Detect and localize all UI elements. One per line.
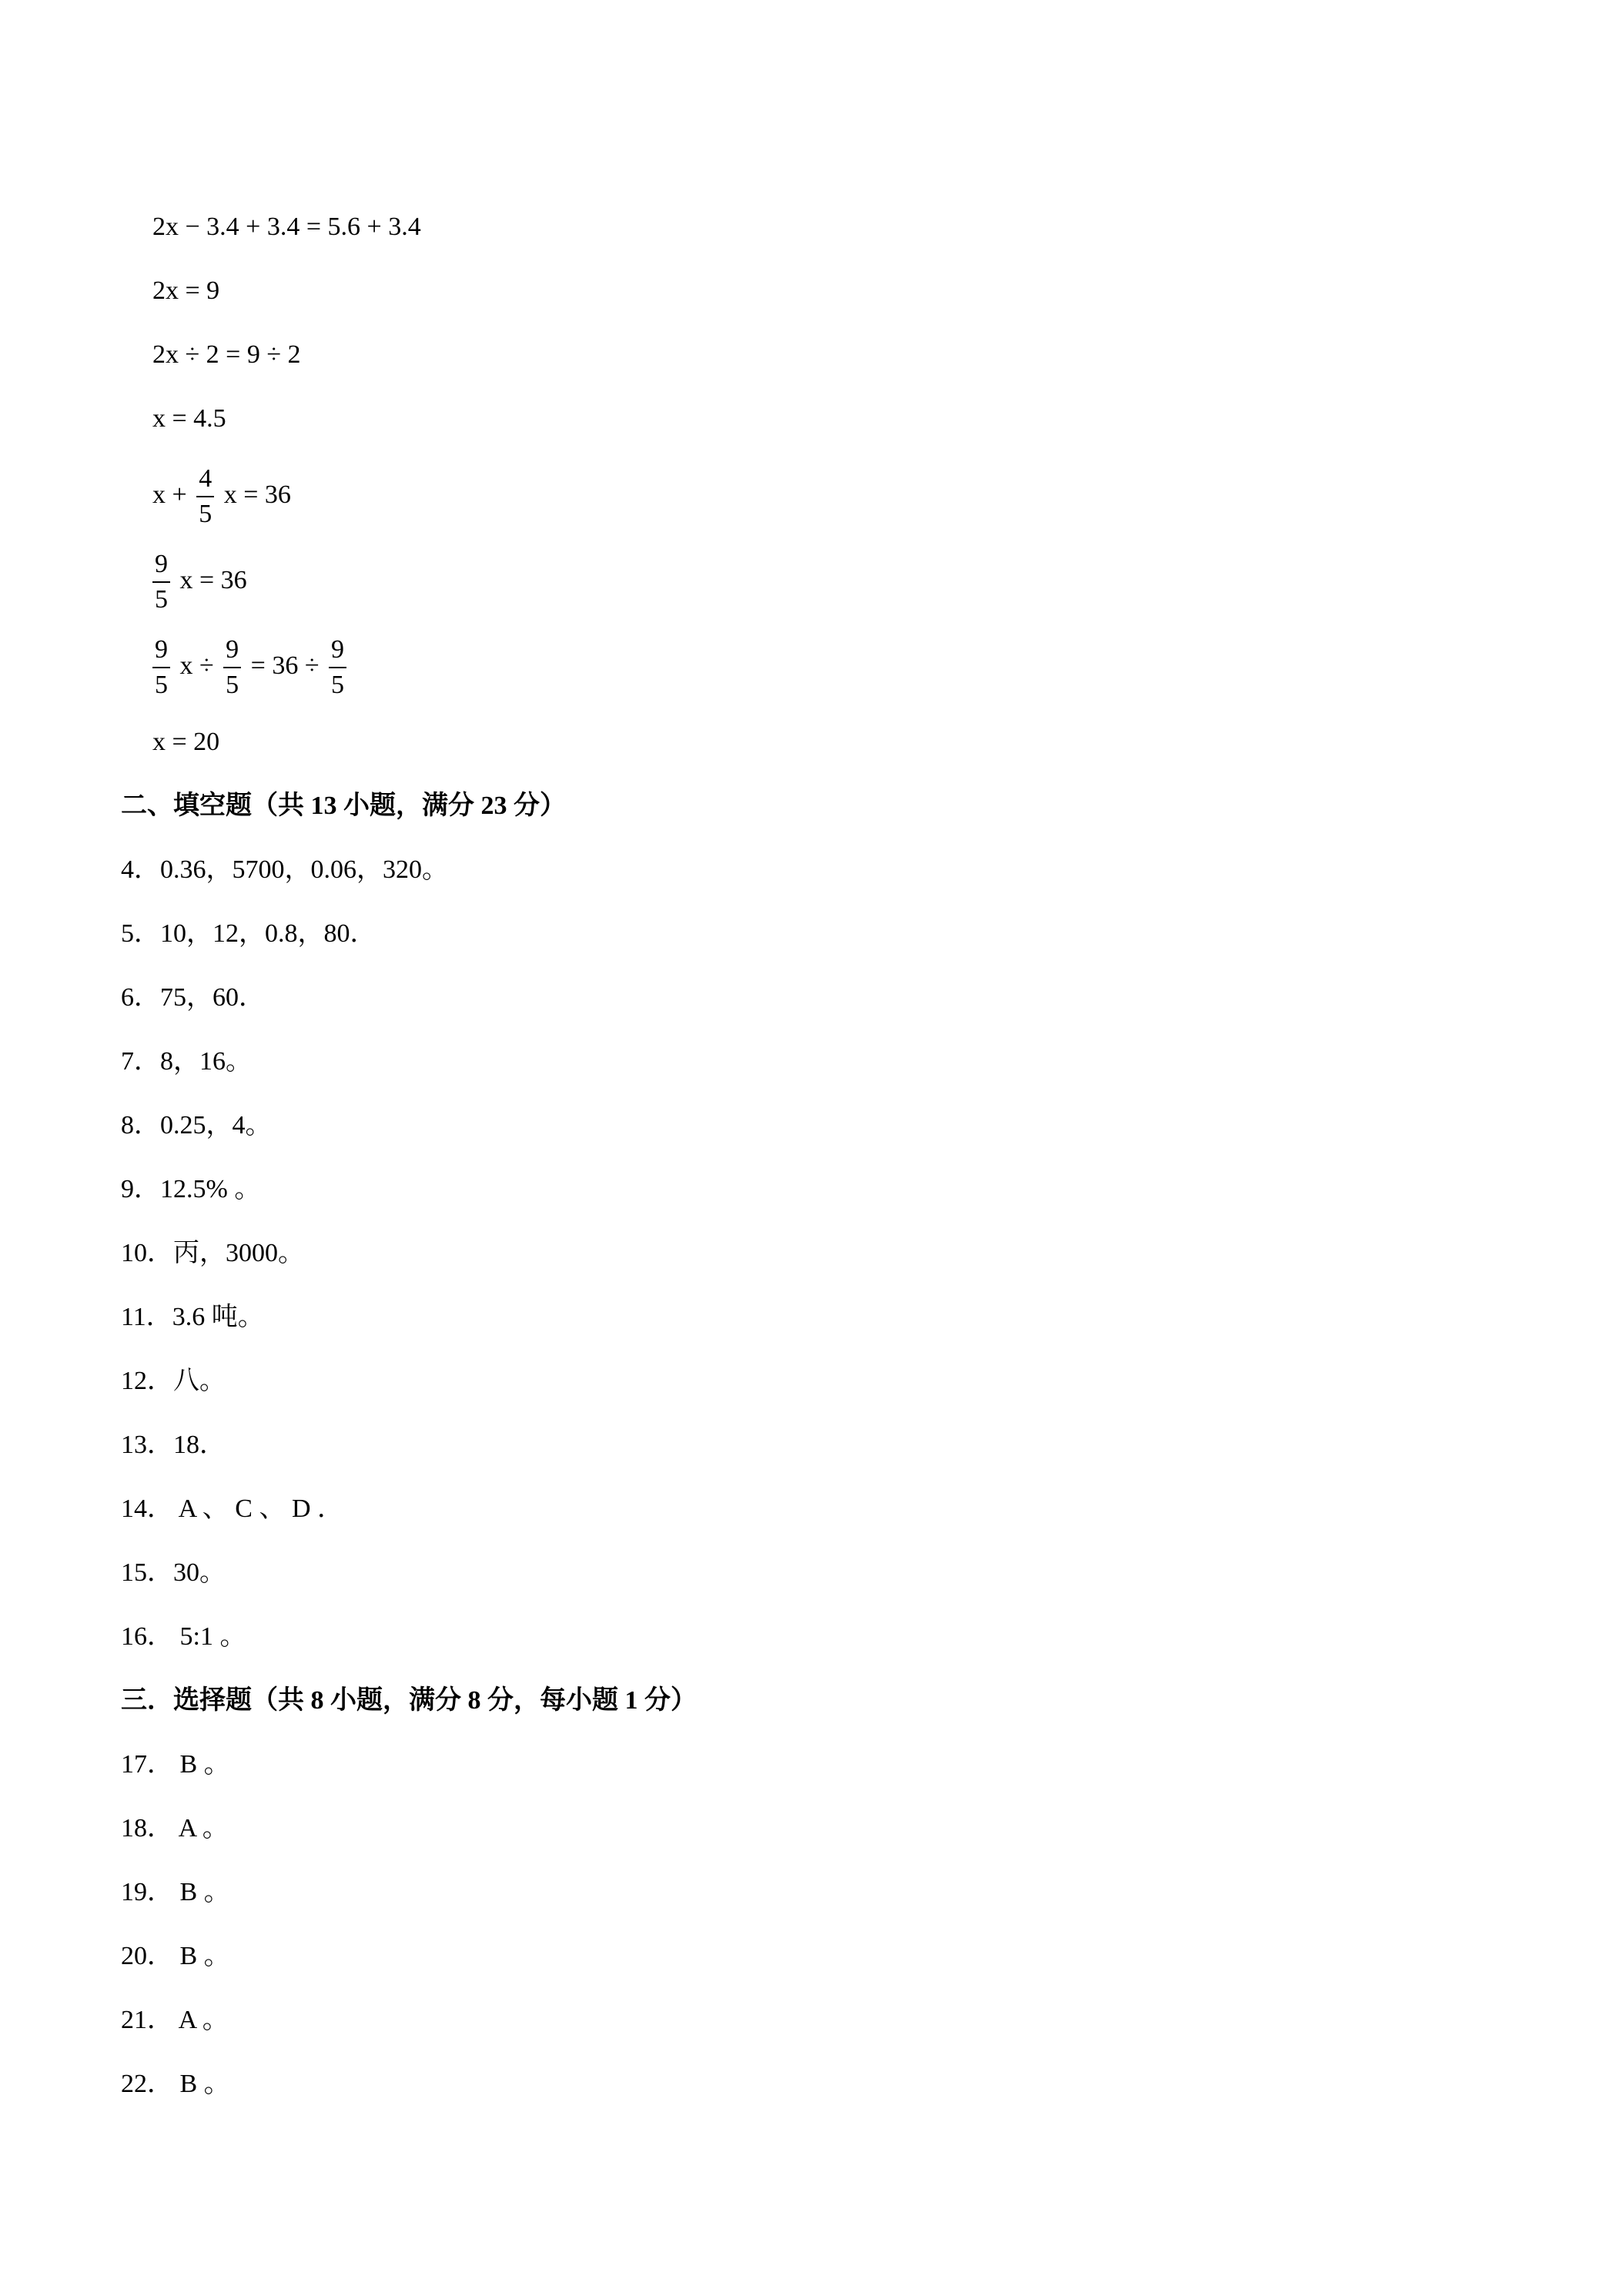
answer-item: 13．18． <box>121 1431 226 1459</box>
equation-text: 2x = 9 <box>152 276 220 305</box>
equation-suffix: x = 36 <box>179 566 247 594</box>
answer-item: 10．丙，3000。 <box>121 1239 304 1267</box>
fraction-numerator: 9 <box>223 637 241 668</box>
equation-step-8 <box>152 727 219 758</box>
equation-step-1 <box>152 212 421 243</box>
answer-item: 15．30。 <box>121 1558 226 1587</box>
fraction-numerator: 9 <box>152 551 170 583</box>
equation-prefix: x + <box>152 480 187 509</box>
answer-item: 21． A 。 <box>121 2006 229 2034</box>
equation-suffix: x = 36 <box>223 480 291 509</box>
equation-step-4 <box>152 403 226 434</box>
answer-item: 20． B 。 <box>121 1942 230 1970</box>
answer-item: 11．3.6 吨。 <box>121 1303 264 1331</box>
section-heading-multiple-choice: 三．选择题（共 8 小题，满分 8 分，每小题 1 分） <box>121 1686 697 1715</box>
answer-item: 18． A 。 <box>121 1814 229 1842</box>
answer-item: 22． B 。 <box>121 2070 230 2098</box>
equation-step-3 <box>152 340 301 370</box>
equation-text: x = 20 <box>152 728 220 756</box>
answer-item: 5．10，12，0.8，80． <box>121 919 376 948</box>
answer-item: 17． B 。 <box>121 1750 230 1779</box>
answer-item: 8．0.25，4。 <box>121 1111 272 1140</box>
answer-item: 12．八。 <box>121 1367 226 1395</box>
fraction <box>152 551 170 613</box>
fraction <box>223 637 241 698</box>
equation-step-5 <box>152 464 291 527</box>
fraction-numerator: 4 <box>196 466 214 497</box>
equation-step-7 <box>152 635 350 698</box>
fraction-denominator: 5 <box>199 500 212 529</box>
answer-item: 9．12.5% 。 <box>121 1175 261 1203</box>
answer-item: 14． A 、 C 、 D ． <box>121 1494 344 1523</box>
fraction <box>329 637 346 698</box>
fraction-denominator: 5 <box>331 671 345 700</box>
equation-step-6 <box>152 550 247 613</box>
answer-item: 6．75，60． <box>121 983 265 1012</box>
fraction-denominator: 5 <box>155 585 168 614</box>
fraction <box>196 466 214 527</box>
answer-item: 19． B 。 <box>121 1878 230 1906</box>
equation-mid: x ÷ <box>179 651 214 680</box>
equation-step-2 <box>152 276 219 306</box>
equation-text: x = 4.5 <box>152 404 226 433</box>
fraction <box>152 637 170 698</box>
fraction-numerator: 9 <box>152 637 170 668</box>
equation-text: 2x − 3.4 + 3.4 = 5.6 + 3.4 <box>152 213 421 241</box>
equation-mid: = 36 ÷ <box>250 651 320 680</box>
answer-item: 7．8，16。 <box>121 1047 252 1076</box>
section-heading-fill-in: 二、填空题（共 13 小题，满分 23 分） <box>121 792 566 820</box>
answer-item: 4．0.36，5700，0.06，320。 <box>121 855 448 884</box>
answer-item: 16． 5:1 。 <box>121 1622 246 1651</box>
fraction-denominator: 5 <box>226 671 239 700</box>
fraction-numerator: 9 <box>329 637 346 668</box>
equation-text: 2x ÷ 2 = 9 ÷ 2 <box>152 340 301 369</box>
fraction-denominator: 5 <box>155 671 168 700</box>
